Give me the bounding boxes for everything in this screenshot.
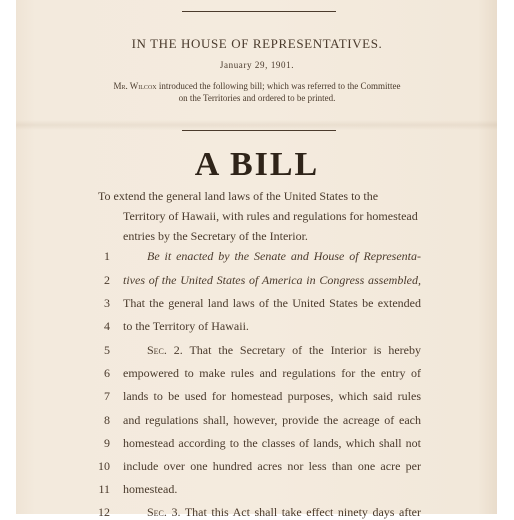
section-label: Sec. 2. xyxy=(147,343,183,357)
intro-line-1: introduced the following bill; which was referred to the Committee xyxy=(156,81,401,91)
section-text: That the Secretary of the Interior is hereby xyxy=(182,343,421,357)
bill-text-line: homestead according to the classes of lands, which shall not xyxy=(123,436,421,450)
line-number: 1 xyxy=(104,249,110,263)
bill-text-line: empowered to make rules and regulations for the entry of xyxy=(123,366,421,380)
line-number: 12 xyxy=(98,505,110,519)
middle-rule xyxy=(182,130,336,131)
top-rule xyxy=(182,11,336,12)
purpose-line-3: entries by the Secretary of the Interior. xyxy=(123,229,308,243)
line-number: 2 xyxy=(104,273,110,287)
line-number: 4 xyxy=(104,319,110,333)
bill-text-line: to the Territory of Hawaii. xyxy=(123,319,249,333)
line-number: 8 xyxy=(104,413,110,427)
bill-text-line: Be it enacted by the Senate and House of Representa- xyxy=(147,249,421,263)
bill-text-line xyxy=(123,343,421,358)
line-number: 11 xyxy=(98,482,110,496)
bill-text-line: That the general land laws of the United States be extended xyxy=(123,296,421,310)
line-number: 10 xyxy=(98,459,110,473)
intro-line-2: on the Territories and ordered to be printed. xyxy=(178,93,336,103)
purpose-line-2: Territory of Hawaii, with rules and regulations for homestead xyxy=(123,209,418,223)
line-number: 7 xyxy=(104,389,110,403)
bill-text-line: and regulations shall, however, provide the acreage of each xyxy=(123,413,421,427)
sponsor-name: Mr. Wilcox xyxy=(113,81,157,91)
bill-text-line: homestead. xyxy=(123,482,178,496)
bill-title: A BILL xyxy=(194,146,320,183)
purpose-line-1: To extend the general land laws of the United States to the xyxy=(98,189,379,203)
bill-text-line xyxy=(123,505,421,520)
page-fold xyxy=(16,120,497,130)
bill-purpose xyxy=(98,186,424,246)
chamber-heading: IN THE HOUSE OF REPRESENTATIVES. xyxy=(131,36,383,51)
bill-text-line: lands to be used for homestead purposes, which said rules xyxy=(123,389,421,403)
line-number: 9 xyxy=(104,436,110,450)
bill-text-line: include over one hundred acres nor less than one acre per xyxy=(123,459,421,473)
section-label: Sec. 3. xyxy=(147,505,181,519)
bill-text-line: tives of the United States of America in Congress assembled, xyxy=(123,273,421,287)
line-number: 6 xyxy=(104,366,110,380)
line-number: 5 xyxy=(104,343,110,357)
line-number: 3 xyxy=(104,296,110,310)
date-line: January 29, 1901. xyxy=(219,60,295,70)
section-text: That this Act shall take effect ninety days after xyxy=(180,505,421,519)
introduction-note xyxy=(0,80,514,104)
